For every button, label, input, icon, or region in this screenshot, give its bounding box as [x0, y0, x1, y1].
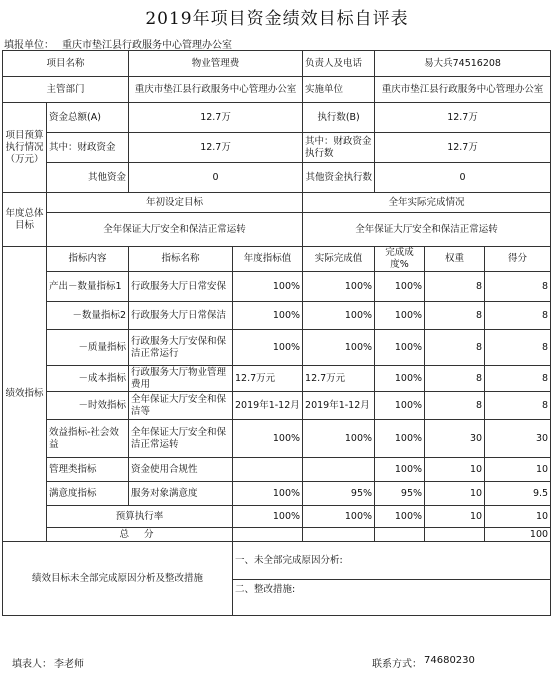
annual-actual-label: 全年实际完成情况 — [303, 193, 551, 213]
perf-weight: 8 — [425, 366, 485, 392]
budget-fiscal-label: 其中：财政资金 — [47, 133, 129, 163]
perf-rate: 100% — [375, 366, 425, 392]
impl-label: 实施单位 — [303, 77, 375, 103]
exec-rate-rate: 100% — [375, 506, 425, 528]
perf-rate: 100% — [375, 458, 425, 482]
perf-weight: 10 — [425, 482, 485, 506]
perf-actual: 95% — [303, 482, 375, 506]
perf-row — [3, 392, 551, 420]
annual-planned-label: 年初设定目标 — [47, 193, 303, 213]
perf-rate: 100% — [375, 420, 425, 458]
perf-rate: 100% — [375, 392, 425, 420]
perf-name: 行政服务大厅安保和保洁正常运行 — [129, 330, 233, 366]
budget-other-label: 其他资金 — [47, 163, 129, 193]
perf-header-content: 指标内容 — [47, 247, 129, 272]
perf-content: －时效指标 — [47, 392, 129, 420]
perf-actual: 100% — [303, 272, 375, 302]
annual-label: 年度总体目标 — [3, 193, 47, 247]
budget-fiscal-exec-value: 12.7万 — [375, 133, 551, 163]
perf-actual: 100% — [303, 330, 375, 366]
budget-other-exec-label: 其他资金执行数 — [303, 163, 375, 193]
phone-label: 联系方式： — [372, 659, 422, 670]
budget-exec-label: 执行数(B) — [303, 103, 375, 133]
perf-row — [3, 458, 551, 482]
project-name-value: 物业管理费 — [129, 51, 303, 77]
perf-actual — [303, 458, 375, 482]
perf-content: 效益指标-社会效益 — [47, 420, 129, 458]
perf-target — [233, 458, 303, 482]
exec-rate-actual: 100% — [303, 506, 375, 528]
perf-target: 100% — [233, 482, 303, 506]
perf-header-rate: 完成成度% — [375, 247, 425, 272]
perf-header-actual: 实际完成值 — [303, 247, 375, 272]
contact-value: 易大兵74516208 — [375, 51, 551, 77]
dept-value: 重庆市垫江县行政服务中心管理办公室 — [129, 77, 303, 103]
perf-weight: 8 — [425, 302, 485, 330]
perf-score: 8 — [485, 366, 551, 392]
reasons-line-2: 二、整改措施: — [233, 580, 551, 616]
annual-header-row — [3, 193, 551, 213]
perf-name: 行政服务大厅日常保洁 — [129, 302, 233, 330]
perf-rate: 100% — [375, 302, 425, 330]
exec-rate-target: 100% — [233, 506, 303, 528]
exec-rate-weight: 10 — [425, 506, 485, 528]
total-label: 总 分 — [47, 528, 233, 542]
dept-label: 主管部门 — [3, 77, 129, 103]
budget-exec-value: 12.7万 — [375, 103, 551, 133]
perf-label: 绩效指标 — [3, 247, 47, 542]
perf-weight: 8 — [425, 392, 485, 420]
perf-header-target: 年度指标值 — [233, 247, 303, 272]
perf-score: 10 — [485, 458, 551, 482]
unit-value: 重庆市垫江县行政服务中心管理办公室 — [62, 40, 232, 51]
perf-row — [3, 272, 551, 302]
filler-value: 李老师 — [54, 659, 84, 670]
total-blank — [303, 528, 375, 542]
phone-value: 74680230 — [424, 655, 475, 666]
reasons-label: 绩效目标未全部完成原因分析及整改措施 — [3, 542, 233, 616]
dept-row — [3, 77, 551, 103]
budget-other-value: 0 — [129, 163, 303, 193]
perf-score: 30 — [485, 420, 551, 458]
total-blank — [425, 528, 485, 542]
perf-score: 8 — [485, 330, 551, 366]
perf-row — [3, 330, 551, 366]
filler-label: 填表人： — [12, 659, 52, 670]
reasons-line-1: 一、未全部完成原因分析: — [233, 542, 551, 580]
budget-fiscal-value: 12.7万 — [129, 133, 303, 163]
reasons-row-1 — [3, 542, 551, 580]
exec-rate-label: 预算执行率 — [47, 506, 233, 528]
perf-header-row — [3, 247, 551, 272]
perf-row — [3, 302, 551, 330]
annual-actual: 全年保证大厅安全和保洁正常运转 — [303, 213, 551, 247]
perf-rate: 100% — [375, 330, 425, 366]
perf-actual: 2019年1-12月 — [303, 392, 375, 420]
perf-content: －数量指标2 — [47, 302, 129, 330]
perf-name: 资金使用合规性 — [129, 458, 233, 482]
perf-row — [3, 420, 551, 458]
perf-target: 100% — [233, 420, 303, 458]
perf-name: 全年保证大厅安全和保洁等 — [129, 392, 233, 420]
contact-label: 负责人及电话 — [303, 51, 375, 77]
exec-rate-row — [3, 506, 551, 528]
total-blank — [233, 528, 303, 542]
budget-fiscal-exec-label: 其中：财政资金执行数 — [303, 133, 375, 163]
budget-other-row — [3, 163, 551, 193]
perf-target: 100% — [233, 302, 303, 330]
annual-content-row — [3, 213, 551, 247]
perf-header-name: 指标名称 — [129, 247, 233, 272]
perf-name: 服务对象满意度 — [129, 482, 233, 506]
perf-rate: 95% — [375, 482, 425, 506]
perf-row — [3, 366, 551, 392]
perf-actual: 100% — [303, 420, 375, 458]
perf-target: 12.7万元 — [233, 366, 303, 392]
evaluation-table — [2, 50, 551, 616]
perf-weight: 30 — [425, 420, 485, 458]
project-name-row — [3, 51, 551, 77]
perf-content: －成本指标 — [47, 366, 129, 392]
perf-weight: 8 — [425, 330, 485, 366]
perf-score: 8 — [485, 392, 551, 420]
perf-content: －质量指标 — [47, 330, 129, 366]
perf-score: 8 — [485, 272, 551, 302]
total-blank — [375, 528, 425, 542]
perf-score: 8 — [485, 302, 551, 330]
perf-weight: 10 — [425, 458, 485, 482]
perf-name: 行政服务大厅物业管理费用 — [129, 366, 233, 392]
perf-header-weight: 权重 — [425, 247, 485, 272]
perf-actual: 100% — [303, 302, 375, 330]
perf-score: 9.5 — [485, 482, 551, 506]
total-weight: 100 — [485, 528, 551, 542]
total-row — [3, 528, 551, 542]
perf-header-score: 得分 — [485, 247, 551, 272]
page-title: 2019年项目资金绩效目标自评表 — [145, 9, 409, 29]
perf-target: 100% — [233, 272, 303, 302]
perf-content: 管理类指标 — [47, 458, 129, 482]
budget-other-exec-value: 0 — [375, 163, 551, 193]
perf-weight: 8 — [425, 272, 485, 302]
budget-total-row — [3, 103, 551, 133]
budget-total-label: 资金总额(A) — [47, 103, 129, 133]
annual-planned: 全年保证大厅安全和保洁正常运转 — [47, 213, 303, 247]
perf-content: 满意度指标 — [47, 482, 129, 506]
perf-actual: 12.7万元 — [303, 366, 375, 392]
exec-rate-score: 10 — [485, 506, 551, 528]
budget-fiscal-row — [3, 133, 551, 163]
perf-row — [3, 482, 551, 506]
budget-label: 项目预算执行情况（万元） — [3, 103, 47, 193]
perf-rate: 100% — [375, 272, 425, 302]
unit-label: 填报单位： — [4, 40, 54, 51]
perf-name: 全年保证大厅安全和保洁正常运转 — [129, 420, 233, 458]
budget-total-value: 12.7万 — [129, 103, 303, 133]
project-name-label: 项目名称 — [3, 51, 129, 77]
perf-content: 产出－数量指标1 — [47, 272, 129, 302]
perf-name: 行政服务大厅日常安保 — [129, 272, 233, 302]
perf-target: 100% — [233, 330, 303, 366]
perf-target: 2019年1-12月 — [233, 392, 303, 420]
impl-value: 重庆市垫江县行政服务中心管理办公室 — [375, 77, 551, 103]
